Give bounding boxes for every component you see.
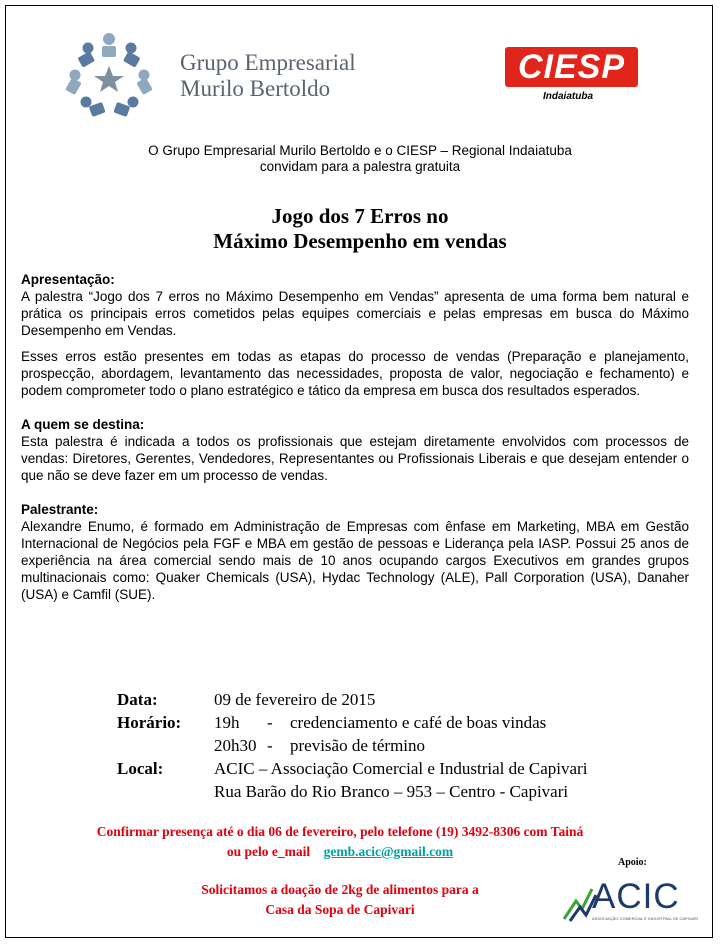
- time1-value: 19h: [214, 713, 240, 732]
- confirm-line2: [0, 842, 680, 862]
- time2-dash: -: [267, 736, 273, 755]
- intro-line2: convidam para a palestra gratuita: [259, 159, 461, 174]
- body-content: [21, 271, 689, 603]
- gmb-logo-line2: Murilo Bertoldo: [180, 76, 331, 101]
- apresentacao-paragraph-1: A palestra “Jogo dos 7 erros no Máximo Desempenho em Vendas” apresenta de uma forma bem natural e prática os principais erros cometidos pelas equipes comerciais e pelas empresas em busca do Máximo Desempenho em Vendas.: [21, 289, 689, 338]
- section-heading-apresentacao: Apresentação:: [21, 272, 115, 287]
- acic-logo: [562, 875, 698, 927]
- title-line1: Jogo dos 7 Erros no: [271, 204, 449, 228]
- title-line2: Máximo Desempenho em vendas: [213, 229, 507, 253]
- ciesp-logo-name: CIESP: [505, 47, 638, 87]
- data-value: 09 de fevereiro de 2015: [214, 690, 376, 709]
- palestrante-paragraph: Alexandre Enumo, é formado em Administração de Empresas com ênfase em Marketing, MBA em Gestão Internacional de Negócios pela FGF e MBA em gestão de pessoas e Liderança pela IASP. Possui 25 anos de experiência na área comercial sendo mais de 10 anos ocupando cargos Executivos em grandes grupos multinacionais como: Quaker Chemicals (USA), Hydac Technology (ALE), Pall Corporation (USA), Danaher (USA) e Camfil (SUE).: [21, 519, 689, 602]
- time2-value: 20h30: [214, 736, 257, 755]
- local-line1: ACIC – Associação Comercial e Industrial de Capivari: [214, 759, 588, 778]
- time2-desc: previsão de término: [290, 736, 426, 755]
- apresentacao-paragraph-2: Esses erros estão presentes em todas as etapas do processo de vendas (Preparação e planejamento, prospecção, abordagem, levantamento das necessidades, proposta de valor, negociação e fechamento) e podem comprometer todo o plano estratégico e tático da empresa em busca dos resultados esperados.: [21, 349, 689, 398]
- data-label: Data:: [117, 690, 158, 709]
- time1-desc: credenciamento e café de boas vindas: [290, 713, 547, 732]
- section-heading-destina: A quem se destina:: [21, 417, 145, 432]
- local-label: Local:: [117, 759, 164, 778]
- confirm-line1: Confirmar presença até o dia 06 de fevereiro, pelo telefone (19) 3492-8306 com Tainá: [96, 824, 584, 839]
- confirm-email-prefix: ou pelo e_mail: [226, 844, 311, 859]
- local-line2: Rua Barão do Rio Branco – 953 – Centro - Capivari: [214, 782, 569, 801]
- destina-paragraph: Esta palestra é indicada a todos os profissionais que estejam diretamente envolvidos com processos de vendas: Diretores, Gerentes, Vendedores, Representantes ou Profissionais Liberais e que desejam entender o que não se deve fazer em um processo de vendas.: [21, 434, 689, 483]
- acic-logo-sub: ASSOCIAÇÃO COMERCIAL E INDUSTRIAL DE CAPIVARI: [592, 916, 698, 921]
- gmb-logo: [60, 30, 360, 120]
- acic-logo-name: ACIC: [592, 877, 680, 916]
- time1-dash: -: [267, 713, 273, 732]
- confirmation-text: [0, 822, 680, 862]
- gmb-logo-line1: Grupo Empresarial: [180, 50, 356, 75]
- intro-line1: O Grupo Empresarial Murilo Bertoldo e o CIESP – Regional Indaiatuba: [148, 143, 572, 158]
- donation-line2: Casa da Sopa de Capivari: [265, 902, 415, 917]
- section-heading-palestrante: Palestrante:: [21, 502, 99, 517]
- ciesp-logo: [505, 47, 645, 117]
- email-link[interactable]: gemb.acic@gmail.com: [323, 844, 454, 859]
- intro-text: [0, 143, 720, 175]
- people-star-circle-icon: [60, 30, 170, 120]
- ciesp-logo-sub: Indaiatuba: [543, 91, 594, 102]
- page-title: [0, 204, 720, 254]
- horario-label: Horário:: [117, 713, 182, 732]
- support-label: Apoio:: [618, 857, 647, 868]
- donation-line1: Solicitamos a doação de 2kg de alimentos para a: [201, 882, 479, 897]
